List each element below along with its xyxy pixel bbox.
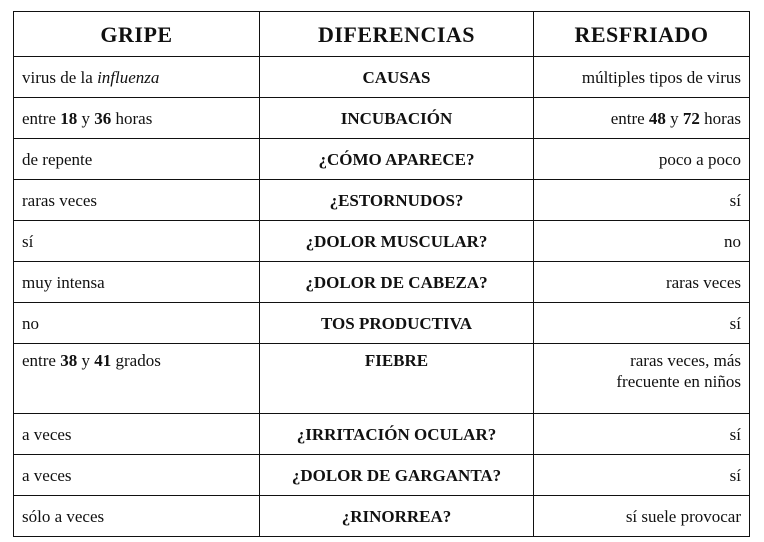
diferencia-cell: INCUBACIÓN [260,98,534,139]
table-row [14,57,750,98]
gripe-cell: raras veces [14,180,260,221]
cell-text: horas [699,108,741,128]
resfriado-cell [534,98,750,139]
cell-text: y [665,108,683,128]
gripe-cell: a veces [14,414,260,455]
gripe-cell [14,344,260,414]
header-row [14,12,750,57]
table-row [14,303,750,344]
table-row [14,180,750,221]
gripe-cell: sí [14,221,260,262]
resfriado-cell: sí [534,303,750,344]
cell-number: 41 [94,351,112,370]
table-row [14,455,750,496]
resfriado-cell: múltiples tipos de virus [534,57,750,98]
table-row [14,496,750,537]
table-row [14,344,750,414]
diferencia-cell: TOS PRODUCTIVA [260,303,534,344]
header-diferencias: DIFERENCIAS [260,12,534,57]
cell-number: 18 [60,108,78,128]
cell-number: 48 [648,108,666,128]
table-row [14,98,750,139]
diferencia-cell: ¿IRRITACIÓN OCULAR? [260,414,534,455]
diferencia-cell: ¿DOLOR MUSCULAR? [260,221,534,262]
cell-text: entre [22,108,61,128]
table-row [14,139,750,180]
cell-italic-text: influenza [97,67,160,87]
gripe-cell: sólo a veces [14,496,260,537]
resfriado-cell: sí [534,455,750,496]
gripe-cell: a veces [14,455,260,496]
header-resfriado: RESFRIADO [534,12,750,57]
cell-number: 38 [60,351,78,370]
gripe-cell [14,57,260,98]
table-row [14,262,750,303]
cell-text: y [77,108,95,128]
gripe-cell: muy intensa [14,262,260,303]
diferencia-cell: ¿RINORREA? [260,496,534,537]
table-row [14,414,750,455]
table-row [14,221,750,262]
cell-text: y [77,351,95,370]
diferencia-cell: CAUSAS [260,57,534,98]
resfriado-cell: no [534,221,750,262]
gripe-cell [14,98,260,139]
cell-text: grados [111,351,161,370]
resfriado-cell: poco a poco [534,139,750,180]
resfriado-cell: sí [534,180,750,221]
diferencia-cell: ¿CÓMO APARECE? [260,139,534,180]
gripe-cell: de repente [14,139,260,180]
diferencia-cell: ¿DOLOR DE GARGANTA? [260,455,534,496]
diferencia-cell: ¿DOLOR DE CABEZA? [260,262,534,303]
cell-text: horas [111,108,153,128]
cell-text: entre [22,351,61,370]
cell-number: 72 [682,108,700,128]
gripe-cell: no [14,303,260,344]
header-gripe: GRIPE [14,12,260,57]
diferencia-cell: ¿ESTORNUDOS? [260,180,534,221]
resfriado-cell: raras veces [534,262,750,303]
resfriado-cell [534,344,750,414]
cell-text: virus de la [22,67,98,87]
cell-number: 36 [94,108,112,128]
cell-text-line: raras veces, más [630,351,741,370]
comparison-table [13,11,750,537]
cell-text: entre [610,108,649,128]
resfriado-cell: sí [534,414,750,455]
diferencia-cell: FIEBRE [260,344,534,414]
cell-text-line: frecuente en niños [616,372,741,391]
resfriado-cell: sí suele provocar [534,496,750,537]
